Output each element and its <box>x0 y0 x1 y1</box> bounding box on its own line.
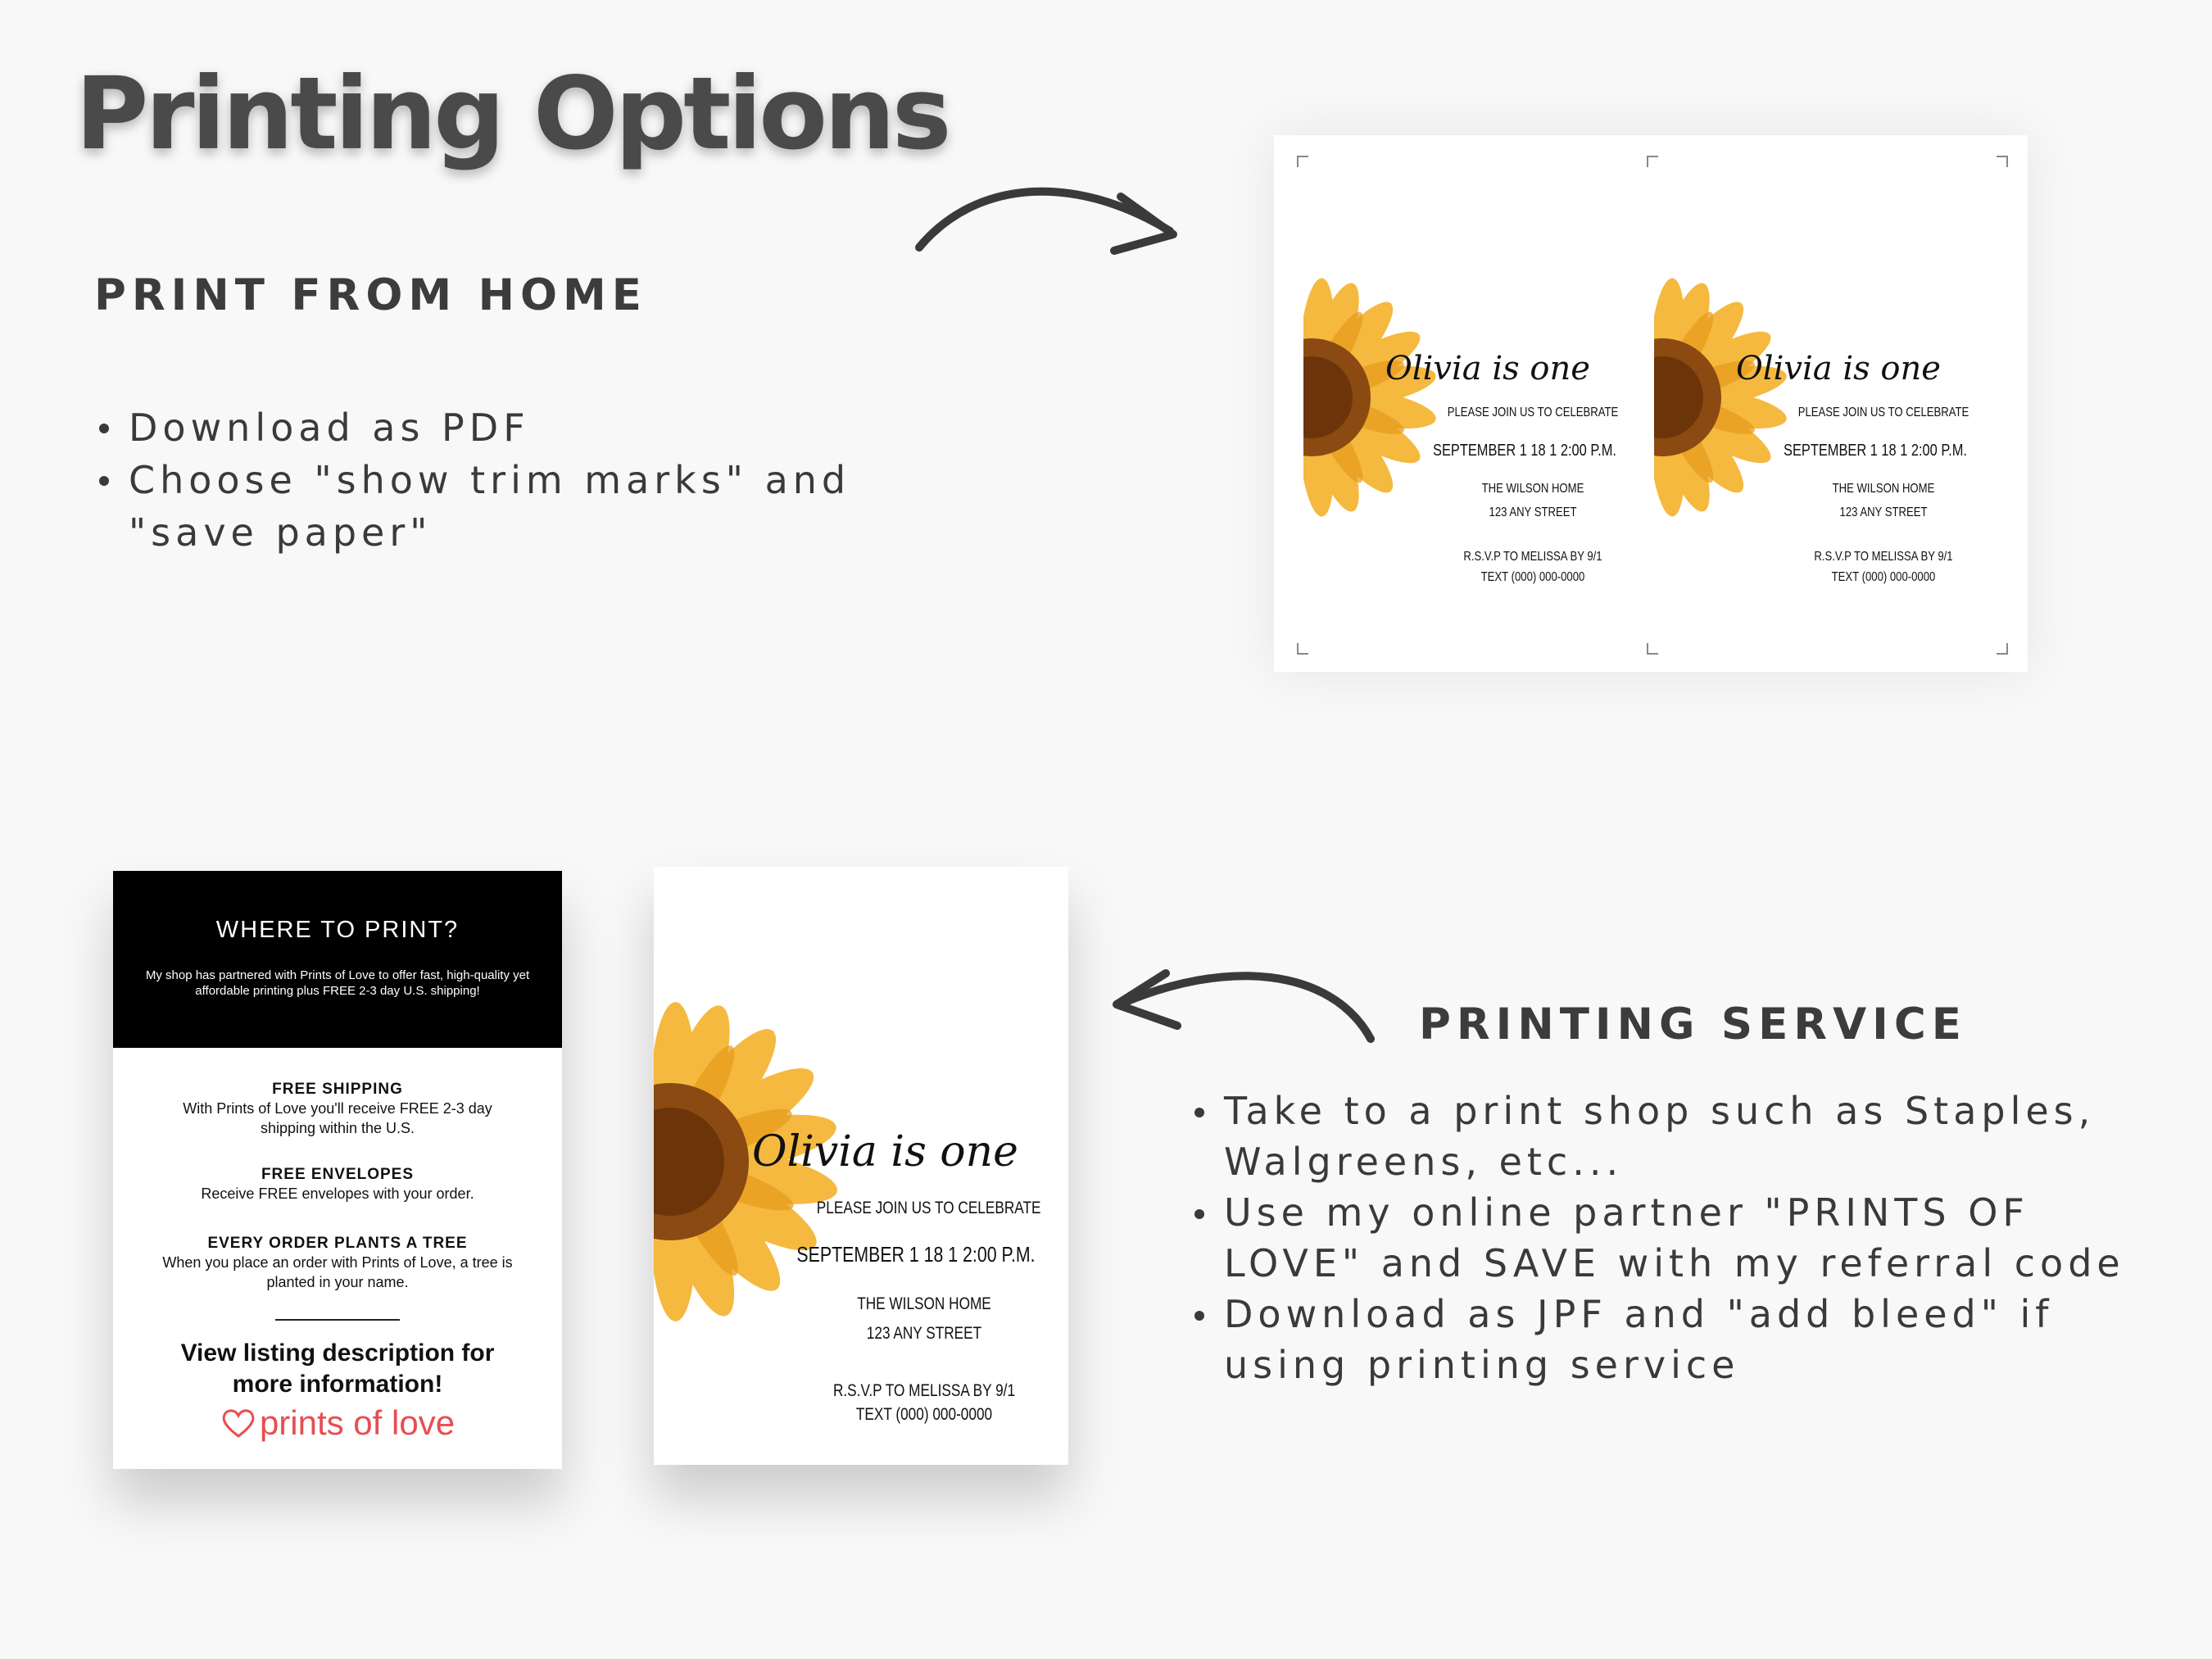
perk-text: Receive FREE envelopes with your order. <box>201 1185 474 1202</box>
trim-mark <box>1297 643 1308 655</box>
prints-of-love-logo[interactable] <box>113 1403 562 1443</box>
where-to-print-title: WHERE TO PRINT? <box>215 917 460 943</box>
invitation-date: SEPTEMBER 1 18 1 2:00 P.M. <box>1433 442 1616 460</box>
print-sheet-preview <box>1274 135 2028 672</box>
trim-mark <box>1647 156 1658 167</box>
invitation-text: TEXT (000) 000-0000 <box>855 1405 993 1424</box>
print-from-home-heading: PRINT FROM HOME <box>94 270 647 320</box>
where-to-print-intro: My shop has partnered with Prints of Love to offer fast, high-quality yet affordable printing plus FREE 2-3 day U.S. shipping! <box>145 968 530 998</box>
invitation-rsvp: R.S.V.P TO MELISSA BY 9/1 <box>1463 550 1602 564</box>
invitation-date: SEPTEMBER 1 18 1 2:00 P.M. <box>1784 442 1967 460</box>
where-to-print-header <box>113 871 562 1048</box>
list-item: Take to a print shop such as Staples, Walgreens, etc... <box>1190 1086 2140 1187</box>
perk-text: With Prints of Love you'll receive FREE 2-3 day shipping within the U.S. <box>183 1100 492 1136</box>
invitation-street: 123 ANY STREET <box>1489 505 1577 519</box>
trim-mark <box>1997 643 2008 655</box>
print-from-home-list <box>94 401 987 559</box>
invitation-venue: THE WILSON HOME <box>1481 482 1584 496</box>
listing-description-cta: View listing description for more information! <box>180 1339 495 1398</box>
perk-free-envelopes <box>129 1166 546 1203</box>
arrow-left-icon <box>1102 950 1380 1057</box>
brand-name: prints of love <box>259 1403 456 1442</box>
invitation-text: TEXT (000) 000-0000 <box>1831 570 1936 584</box>
list-item: Use my online partner "PRINTS OF LOVE" and SAVE with my referral code <box>1190 1187 2140 1289</box>
invitation-venue: THE WILSON HOME <box>857 1294 991 1313</box>
perk-plants-tree <box>129 1235 546 1292</box>
perk-heading: FREE ENVELOPES <box>261 1166 415 1183</box>
invitation-name: Olivia is one <box>752 1127 1018 1176</box>
invitation-street: 123 ANY STREET <box>866 1324 982 1343</box>
where-to-print-card <box>113 871 562 1469</box>
arrow-right-icon <box>909 164 1188 270</box>
invitation-name: Olivia is one <box>1385 350 1590 388</box>
heart-icon <box>220 1407 256 1439</box>
trim-mark <box>1997 156 2008 167</box>
invitation-join: PLEASE JOIN US TO CELEBRATE <box>816 1199 1041 1217</box>
invitation-join: PLEASE JOIN US TO CELEBRATE <box>1447 406 1619 419</box>
trim-mark <box>1647 643 1658 655</box>
invitation-rsvp: R.S.V.P TO MELISSA BY 9/1 <box>1814 550 1953 564</box>
trim-mark <box>1297 156 1308 167</box>
invitation-text: TEXT (000) 000-0000 <box>1480 570 1585 584</box>
invitation-rsvp: R.S.V.P TO MELISSA BY 9/1 <box>832 1381 1016 1400</box>
invitation-join: PLEASE JOIN US TO CELEBRATE <box>1797 406 1969 419</box>
invitation-card-large <box>654 867 1068 1465</box>
invitation-card <box>1654 168 1998 643</box>
divider <box>275 1319 400 1321</box>
invitation-street: 123 ANY STREET <box>1839 505 1928 519</box>
perk-free-shipping <box>129 1081 546 1138</box>
list-item: Choose "show trim marks" and "save paper" <box>94 454 987 559</box>
invitation-card <box>1303 168 1648 643</box>
printing-service-list <box>1190 1086 2140 1390</box>
list-item: Download as JPF and "add bleed" if using printing service <box>1190 1289 2140 1390</box>
page-title: Printing Options <box>75 56 949 172</box>
invitation-name: Olivia is one <box>1736 350 1941 388</box>
printing-service-heading: PRINTING SERVICE <box>1419 999 1967 1049</box>
perk-heading: FREE SHIPPING <box>272 1081 403 1098</box>
invitation-date: SEPTEMBER 1 18 1 2:00 P.M. <box>796 1242 1036 1267</box>
invitation-venue: THE WILSON HOME <box>1832 482 1935 496</box>
perk-heading: EVERY ORDER PLANTS A TREE <box>207 1235 468 1252</box>
perk-text: When you place an order with Prints of Love, a tree is planted in your name. <box>162 1254 513 1290</box>
list-item: Download as PDF <box>94 401 987 454</box>
